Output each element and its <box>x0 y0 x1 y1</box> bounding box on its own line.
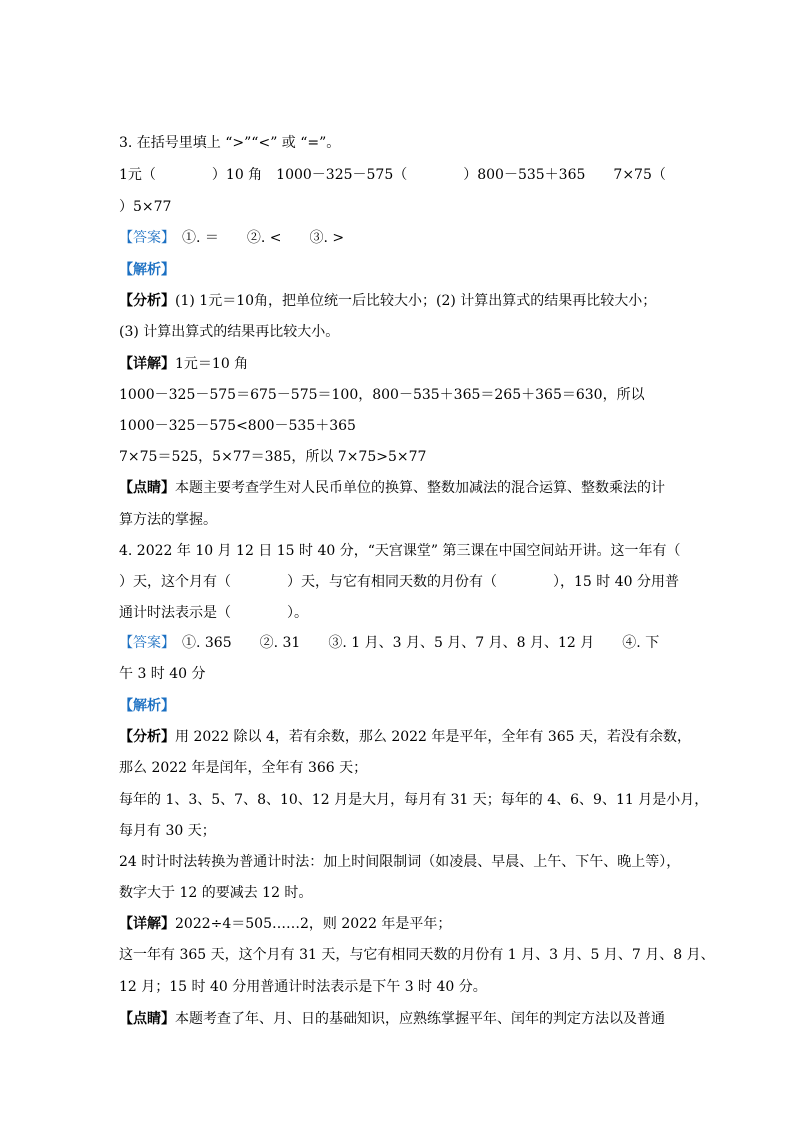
fenxi-tag: 【分析】 <box>119 729 175 745</box>
q4-fenxi-line5: 24 时计时法转换为普通计时法：加上时间限制词（如凌晨、早晨、上午、下午、晚上等）， <box>119 854 681 870</box>
q3-answer <box>119 228 344 248</box>
q4-fenxi-line1 <box>119 727 691 747</box>
xiangjie-text: 2022÷4＝505……2，则 2022 年是平年； <box>175 916 452 932</box>
q3-dianjing-line2: 算方法的掌握。 <box>119 512 217 528</box>
answer-tag: 【答案】 <box>119 635 168 651</box>
answer-text: ①. 365 ②. 31 ③. 1 月、3 月、5 月、7 月、8 月、12 月 ④. 下 <box>168 635 660 651</box>
dianjing-text: 本题考查了年、月、日的基础知识，应熟练掌握平年、闰年的判定方法以及普通 <box>175 1011 665 1027</box>
q4-question-line3: 通计时法表示是（ ）。 <box>119 605 308 621</box>
q3-xiangjie-line4: 7×75＝525，5×77＝385，所以 7×75>5×77 <box>119 449 427 465</box>
fenxi-text: (1) 1元＝10角，把单位统一后比较大小；(2) 计算出算式的结果再比较大小； <box>175 293 657 309</box>
xiangjie-tag: 【详解】 <box>119 356 175 372</box>
q3-jiexi <box>119 260 175 280</box>
dianjing-tag: 【点睛】 <box>119 480 175 496</box>
q4-question-line2: ）天，这个月有（ ）天，与它有相同天数的月份有（ ），15 时 40 分用普 <box>119 574 679 590</box>
q3-dianjing-line1 <box>119 478 665 498</box>
q3-fenxi-line1 <box>119 291 656 311</box>
q4-xiangjie-line2: 这一年有 365 天，这个月有 31 天，与它有相同天数的月份有 1 月、3 月、5 月、7 月、8 月、 <box>119 947 715 963</box>
q4-answer-line2: 午 3 时 40 分 <box>119 666 206 682</box>
fenxi-text: 用 2022 除以 4，若有余数，那么 2022 年是平年，全年有 365 天，若没有余数， <box>175 729 692 745</box>
answer-text: ①. ＝ ②. < ③. > <box>168 230 345 246</box>
q3-xiangjie-line1 <box>119 354 248 374</box>
xiangjie-tag: 【详解】 <box>119 916 175 932</box>
q4-fenxi-line6: 数字大于 12 的要减去 12 时。 <box>119 885 313 901</box>
q4-question-line1: 4. 2022 年 10 月 12 日 15 时 40 分，“天宫课堂” 第三课在中国空间站开讲。这一年有（ <box>119 543 681 559</box>
q3-question: 3. 在括号里填上 “>”“<” 或 “=”。 <box>119 135 341 151</box>
q4-dianjing-line1 <box>119 1009 665 1029</box>
xiangjie-text: 1元＝10 角 <box>175 356 249 372</box>
q3-items-line2: ）5×77 <box>119 199 172 215</box>
q3-xiangjie-line3: 1000－325－575<800－535＋365 <box>119 418 356 434</box>
q3-fenxi-line2: (3) 计算出算式的结果再比较大小。 <box>119 324 340 340</box>
q4-answer-line1 <box>119 633 659 653</box>
dianjing-tag: 【点睛】 <box>119 1011 175 1027</box>
q4-xiangjie-line3: 12 月；15 时 40 分用普通计时法表示是下午 3 时 40 分。 <box>119 979 487 995</box>
q4-xiangjie-line1 <box>119 914 451 934</box>
q4-fenxi-line3: 每年的 1、3、5、7、8、10、12 月是大月，每月有 31 天；每年的 4、6、9、11 月是小月， <box>119 792 709 808</box>
analysis-tag: 【解析】 <box>119 262 175 278</box>
q4-fenxi-line4: 每月有 30 天； <box>119 823 216 839</box>
q3-xiangjie-line2: 1000－325－575＝675－575＝100，800－535＋365＝265＋365＝630，所以 <box>119 387 645 403</box>
answer-tag: 【答案】 <box>119 230 168 246</box>
analysis-tag: 【解析】 <box>119 698 175 714</box>
q4-jiexi <box>119 696 175 716</box>
fenxi-tag: 【分析】 <box>119 293 175 309</box>
q3-items-line1: 1元（ ）10 角 1000－325－575（ ）800－535＋365 7×75（ <box>119 167 666 183</box>
dianjing-text: 本题主要考查学生对人民币单位的换算、整数加减法的混合运算、整数乘法的计 <box>175 480 665 496</box>
q4-fenxi-line2: 那么 2022 年是闰年，全年有 366 天； <box>119 760 368 776</box>
